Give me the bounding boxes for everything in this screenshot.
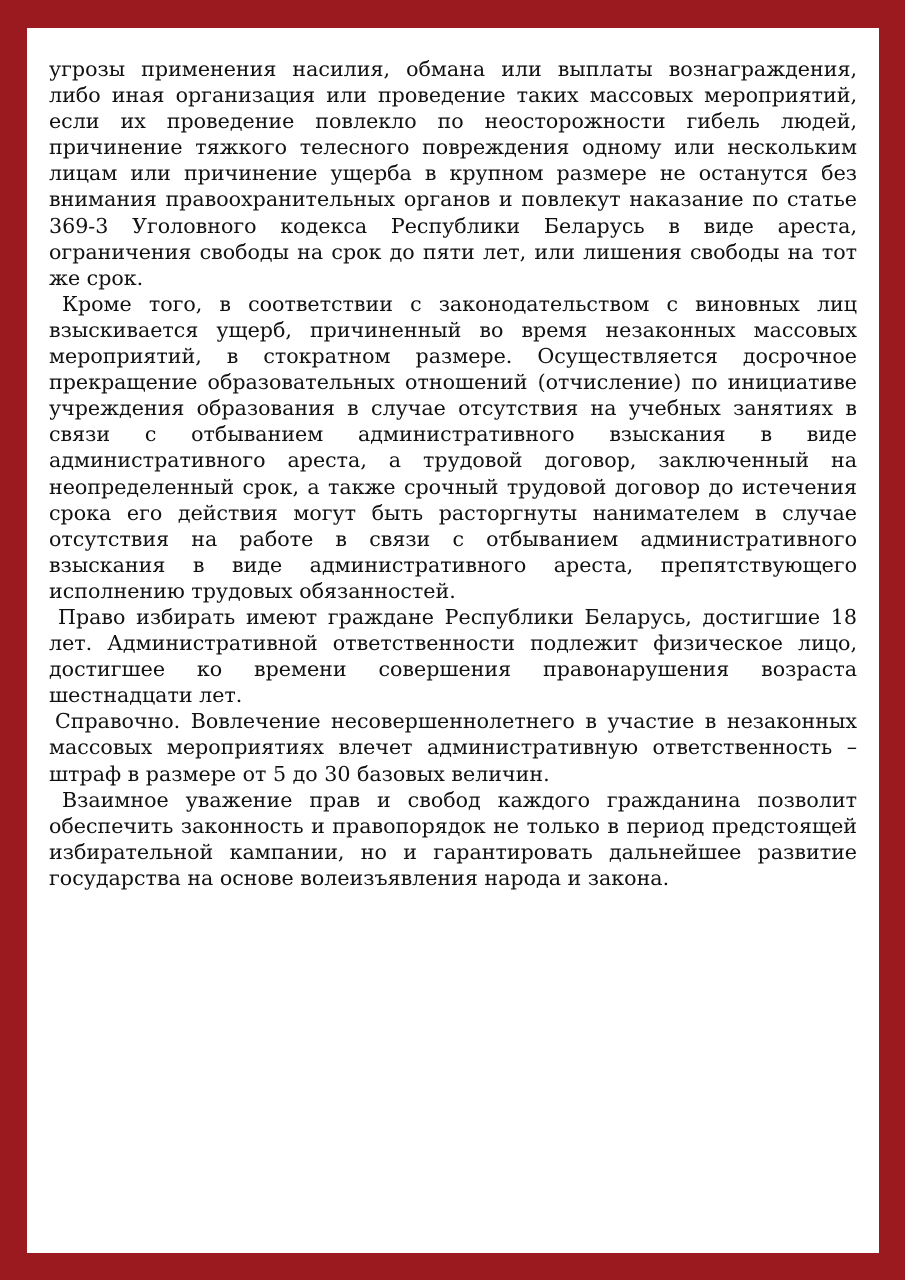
paragraph-reference-note: Справочно. Вовлечение несовершеннолетнего в участие в незаконных массовых мероприятиях влечет административную ответственность – штраф в размере от 5 до 30 базовых величин. — [49, 709, 857, 786]
paragraph-mutual-respect: Взаимное уважение прав и свобод каждого гражданина позволит обеспечить законность и правопорядок не только в период предстоящей избирательной кампании, но и гарантировать дальнейшее развитие государства на основе волеизъявления народа и закона. — [49, 787, 857, 890]
paragraph-voting-rights: Право избирать имеют граждане Республики Беларусь, достигшие 18 лет. Административной ответственности подлежит физическое лицо, достигшее ко времени совершения правонарушения возраста шестнадцати лет. — [49, 604, 857, 708]
document-body — [49, 56, 857, 891]
paragraph-damages-and-consequences: Кроме того, в соответствии с законодательством с виновных лиц взыскивается ущерб, причиненный во время незаконных массовых мероприятий, в стократном размере. Осуществляется досрочное прекращение образовательных отношений (отчисление) по инициативе учреждения образования в случае отсутствия на учебных занятиях в связи с отбыванием административного взыскания в виде административного ареста, а трудовой договор, заключенный на неопределенный срок, а также срочный трудовой договор до истечения срока его действия могут быть расторгнуты нанимателем в случае отсутствия на работе в связи с отбыванием административного взыскания в виде административного ареста, препятствующего исполнению трудовых обязанностей. — [49, 291, 857, 603]
paragraph-criminal-liability: угрозы применения насилия, обмана или выплаты вознаграждения, либо иная организация или проведение таких массовых мероприятий, если их проведение повлекло по неосторожности гибель людей, причинение тяжкого телесного повреждения одному или нескольким лицам или причинение ущерба в крупном размере не останутся без внимания правоохранительных органов и повлекут наказание по статье 369-3 Уголовного кодекса Республики Беларусь в виде ареста, ограничения свободы на срок до пяти лет, или лишения свободы на тот же срок. — [49, 57, 857, 290]
document-sheet — [27, 28, 879, 1253]
